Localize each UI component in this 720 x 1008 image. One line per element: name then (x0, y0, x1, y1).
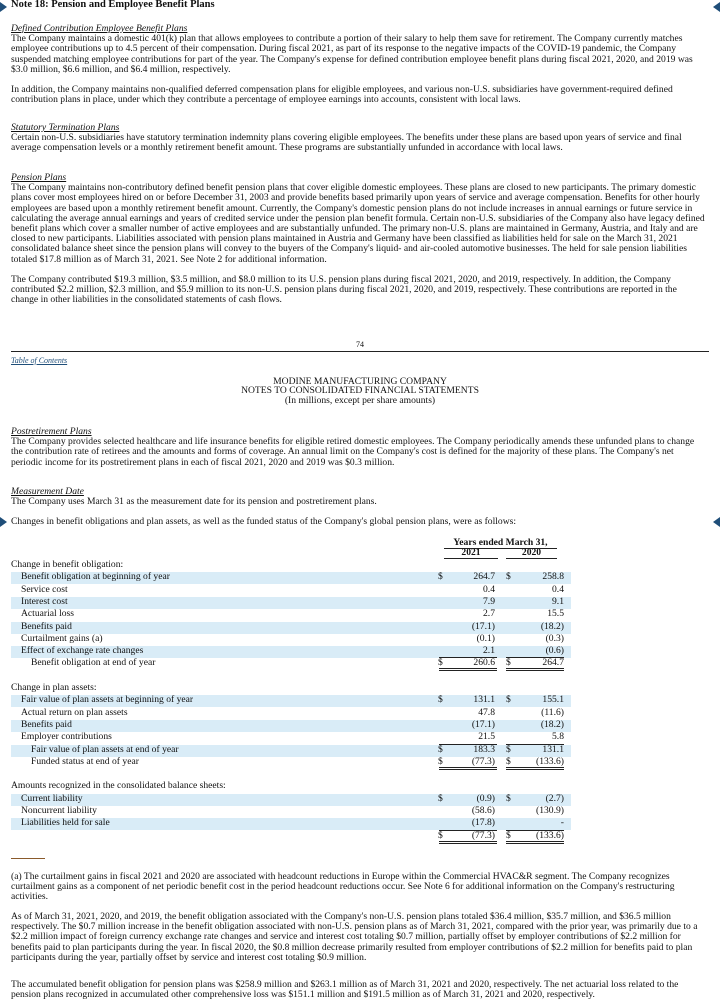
value-2021: 0.4 (483, 583, 495, 595)
table-row (11, 671, 571, 683)
row-label: Fair value of plan assets at beginning of year (21, 694, 194, 706)
row-label: Benefits paid (21, 620, 72, 632)
value-2021: (77.3) (471, 755, 495, 767)
value-2020: 155.1 (542, 694, 564, 706)
currency-symbol: $ (438, 657, 443, 669)
value-2020: 15.5 (547, 608, 564, 620)
subtotal-rule (506, 830, 564, 831)
value-2020: (133.6) (536, 829, 564, 841)
pp-paragraph-2: The Company contributed $19.3 million, $3.5 million, and $8.0 million to its U.S. pension plans during fiscal 2021, 2020, and 2019, respectively. In addition, the Company contributed $2.2 million, $2.3 million, and $5.9 million to its non-U.S. pension plans during fiscal 2021, 2020, and 2019, respectively. These contributions are reported in the change in other liabilities in the consolidated statements of cash flows. (11, 273, 677, 306)
table-row (11, 683, 571, 695)
table-of-contents-link[interactable]: Table of Contents (11, 356, 68, 365)
table-row (11, 769, 571, 781)
value-2020: (0.3) (545, 632, 564, 644)
total-double-rule (506, 841, 564, 844)
table-row (11, 646, 571, 658)
nav-right-arrow-icon[interactable] (713, 2, 720, 12)
table-row (11, 572, 571, 584)
pr-section (11, 427, 706, 468)
dc-title: Defined Contribution Employee Benefit Plans (11, 23, 188, 34)
value-2021: 264.7 (473, 571, 495, 583)
value-2021: 7.9 (483, 595, 495, 607)
table-header: Years ended March 31, (444, 538, 557, 549)
row-label: Benefits paid (21, 718, 72, 730)
units-note: (In millions, except per share amounts) (284, 395, 436, 406)
value-2020: (130.9) (536, 805, 564, 816)
value-2020: 9.1 (552, 595, 564, 607)
row-label: Change in benefit obligation: (11, 559, 124, 570)
table-row (11, 781, 571, 793)
value-2020: - (560, 817, 564, 829)
md-title: Measurement Date (11, 486, 84, 497)
table-row (11, 757, 571, 769)
value-2021: 2.7 (483, 608, 495, 620)
accum-paragraph: The accumulated benefit obligation for pension plans was $258.9 million and $263.1 million as of March 31, 2021 and 2020, respectively. The net actuarial loss related to the pension plans recognized in accumulated other comprehensive loss was $151.1 million and $191.5 million as of March 31, 2021 and 2020, respectively. (11, 979, 679, 1001)
table-row (11, 732, 571, 744)
notes-title: NOTES TO CONSOLIDATED FINANCIAL STATEMENTS (241, 385, 479, 396)
dc-paragraph-2: In addition, the Company maintains non-qualified deferred compensation plans for eligible employees, and various non-U.S. subsidiaries have government-required defined contribution plans in place, under which they contribute a percentage of employee earnings into accounts, consistent with local laws. (11, 84, 673, 106)
table-row (11, 695, 571, 707)
value-2021: 260.6 (473, 657, 495, 669)
company-name: MODINE MANUFACTURING COMPANY (273, 376, 447, 387)
md-paragraph: The Company uses March 31 as the measurement date for its pension and postretirement plans. (11, 496, 377, 508)
row-label: Effect of exchange rate changes (21, 645, 144, 657)
table-row (11, 794, 571, 806)
currency-symbol: $ (438, 571, 443, 583)
currency-symbol: $ (506, 755, 511, 767)
table-row (11, 720, 571, 732)
currency-symbol: $ (506, 571, 511, 583)
currency-symbol: $ (506, 792, 511, 804)
row-label: Amounts recognized in the consolidated balance sheets: (11, 780, 226, 792)
row-label: Fair value of plan assets at end of year (31, 743, 179, 755)
md-section (11, 487, 706, 507)
st-paragraph: Certain non-U.S. subsidiaries have statutory termination indemnity plans covering eligible employees. The benefits under these plans are based upon years of service and final average compensation levels or a monthly retirement benefit amount. These programs are substantially unfunded in accordance with local laws. (11, 132, 682, 154)
value-2021: (17.1) (471, 718, 495, 730)
col-2021: 2021 (444, 548, 498, 559)
value-2021: 131.1 (473, 694, 495, 706)
currency-symbol: $ (438, 743, 443, 755)
row-label: Liabilities held for sale (21, 817, 110, 829)
currency-symbol: $ (506, 743, 511, 755)
value-2021: (0.9) (476, 792, 495, 804)
value-2021: 47.8 (478, 706, 495, 718)
row-label: Interest cost (21, 595, 68, 607)
nav-left-arrow-icon[interactable] (0, 517, 7, 527)
value-2021: 21.5 (478, 731, 495, 743)
row-label: Benefit obligation at beginning of year (21, 571, 170, 583)
changes-intro: Changes in benefit obligations and plan assets, as well as the funded status of the Company's global pension plans, were as follows: (11, 516, 517, 527)
row-label: Curtailment gains (a) (21, 632, 103, 644)
row-label: Change in plan assets: (11, 682, 97, 693)
value-2020: 5.8 (552, 731, 564, 743)
currency-symbol: $ (438, 694, 443, 706)
table-row (11, 745, 571, 757)
table-row (11, 622, 571, 634)
col-2020: 2020 (506, 548, 557, 559)
row-label: Employer contributions (21, 731, 112, 743)
table-row (11, 634, 571, 646)
currency-symbol: $ (438, 755, 443, 767)
row-label: Current liability (21, 792, 83, 804)
value-2020: (18.2) (540, 620, 564, 632)
row-label: Noncurrent liability (21, 805, 97, 816)
subtotal-rule (506, 657, 564, 658)
table-row (11, 585, 571, 597)
note-title: Note 18: Pension and Employee Benefit Plans (11, 0, 215, 10)
value-2021: (58.6) (471, 805, 495, 816)
pp-section (11, 173, 706, 305)
dc-section (11, 24, 706, 105)
st-title: Statutory Termination Plans (11, 122, 120, 133)
table-row (11, 658, 571, 670)
currency-symbol: $ (438, 792, 443, 804)
value-2021: 2.1 (483, 645, 495, 657)
dc-paragraph-1: The Company maintains a domestic 401(k) plan that allows employees to contribute a portion of their salary to help them save for retirement. The Company currently matches employee contributions up to 4.5 percent of their compensation. During fiscal 2021, as part of its response to the negative impacts of the COVID-19 pandemic, the Company suspended matching employee contributions for part of the year. The Company's expense for defined contribution employee benefit plans during fiscal 2021, 2020, and 2019 was $3.0 million, $6.6 million, and $6.4 million, respectively. (11, 33, 693, 75)
total-double-rule (439, 841, 497, 844)
value-2020: (133.6) (536, 755, 564, 767)
row-label: Actuarial loss (21, 608, 75, 620)
table-row (11, 560, 571, 572)
pr-paragraph: The Company provides selected healthcare and life insurance benefits for eligible retired domestic employees. The Company periodically amends these unfunded plans to change the contribution rate of retirees and the amounts and forms of coverage. An annual limit on the Company's cost is defined for the majority of these plans. The Company's net periodic income for its postretirement plans in each of fiscal 2021, 2020 and 2019 was $0.3 million. (11, 436, 695, 468)
value-2021: (17.1) (471, 620, 495, 632)
pp-title: Pension Plans (11, 172, 67, 183)
row-label: Actual return on plan assets (21, 706, 128, 718)
footnote-a: (a) The curtailment gains in fiscal 2021 and 2020 are associated with headcount reductions in Europe within the Commercial HVAC&R segment. The Company recognizes curtailment gains as a component of net periodic benefit cost in the period headcount reductions occur. See Note 6 for additional information on the Company's restructuring activities. (11, 871, 675, 903)
row-label: Service cost (21, 583, 68, 595)
value-2020: 0.4 (552, 583, 564, 595)
subtotal-rule (439, 657, 497, 658)
value-2020: (0.6) (545, 645, 564, 657)
nav-left-arrow-icon[interactable] (0, 2, 7, 12)
table-row (11, 597, 571, 609)
subtotal-rule (506, 744, 564, 745)
currency-symbol: $ (506, 829, 511, 841)
footnote-divider (11, 858, 45, 859)
row-label: Benefit obligation at end of year (31, 657, 156, 669)
table-row (11, 806, 571, 818)
nonus-paragraph: As of March 31, 2021, 2020, and 2019, the benefit obligation associated with the Company's non-U.S. pension plans totaled $36.4 million, $35.7 million, and $36.5 million respectively. The $0.7 million increase in the benefit obligation associated with non-U.S. pension plans as of March 31, 2021, compared with the prior year, was primarily due to a $2.2 million impact of foreign currency exchange rate changes and service and interest cost totaling $0.7 million, partially offset by employer contributions of $2.2 million for benefits paid to plan participants during the year. In fiscal 2020, the $0.8 million decrease primarily resulted from employer contributions of $2.2 million for benefits paid to plan participants during the year, partially offset by service and interest cost totaling $0.9 million. (11, 911, 698, 963)
value-2020: 131.1 (542, 743, 564, 755)
table-row (11, 708, 571, 720)
st-section (11, 123, 706, 154)
value-2020: (11.6) (541, 706, 564, 718)
value-2020: (2.7) (545, 792, 564, 804)
currency-symbol: $ (506, 694, 511, 706)
page-number: 74 (356, 340, 364, 349)
currency-symbol: $ (438, 829, 443, 841)
subtotal-rule (439, 830, 497, 831)
subtotal-rule (439, 744, 497, 745)
table-row (11, 831, 571, 843)
note-header (0, 0, 720, 16)
value-2020: 264.7 (542, 657, 564, 669)
value-2021: (77.3) (471, 829, 495, 841)
value-2021: (17.8) (471, 817, 495, 829)
table-row (11, 609, 571, 621)
row-label: Funded status at end of year (31, 755, 139, 767)
value-2021: 183.3 (473, 743, 495, 755)
currency-symbol: $ (506, 657, 511, 669)
pr-title: Postretirement Plans (11, 426, 92, 437)
value-2021: (0.1) (476, 632, 495, 644)
pp-paragraph-1: The Company maintains non-contributory defined benefit pension plans that cover eligible domestic employees. These plans are closed to new participants. The primary domestic plans cover most employees hired on or before December 31, 2003 and provide benefits based primarily upon years of service and average compensation. Benefits for other hourly employees are based upon a monthly retirement benefit amount. Currently, the Company's domestic pension plans do not include increases in annual earnings or future service in calculating the average annual earnings and years of credited service under the pension plan benefit formula. Certain non-U.S. subsidiaries of the Company also have legacy defined benefit plans which cover a smaller number of active employees and are substantially unfunded. The primary non-U.S. plans are maintained in Germany, Austria, and Italy and are closed to new participants. Liabilities associated with pension plans maintained in Austria and Germany have been classified as liabilities held for sale on the March 31, 2021 consolidated balance sheet since the pension plans will convey to the buyers of the Company's liquid- and air-cooled automotive businesses. The held for sale pension liabilities totaled $17.8 million as of March 31, 2021. See Note 2 for additional information. (11, 182, 705, 265)
table-row (11, 818, 571, 830)
value-2020: 258.8 (542, 571, 564, 583)
value-2020: (18.2) (540, 718, 564, 730)
page-divider (11, 351, 709, 352)
nav-right-arrow-icon[interactable] (713, 517, 720, 527)
